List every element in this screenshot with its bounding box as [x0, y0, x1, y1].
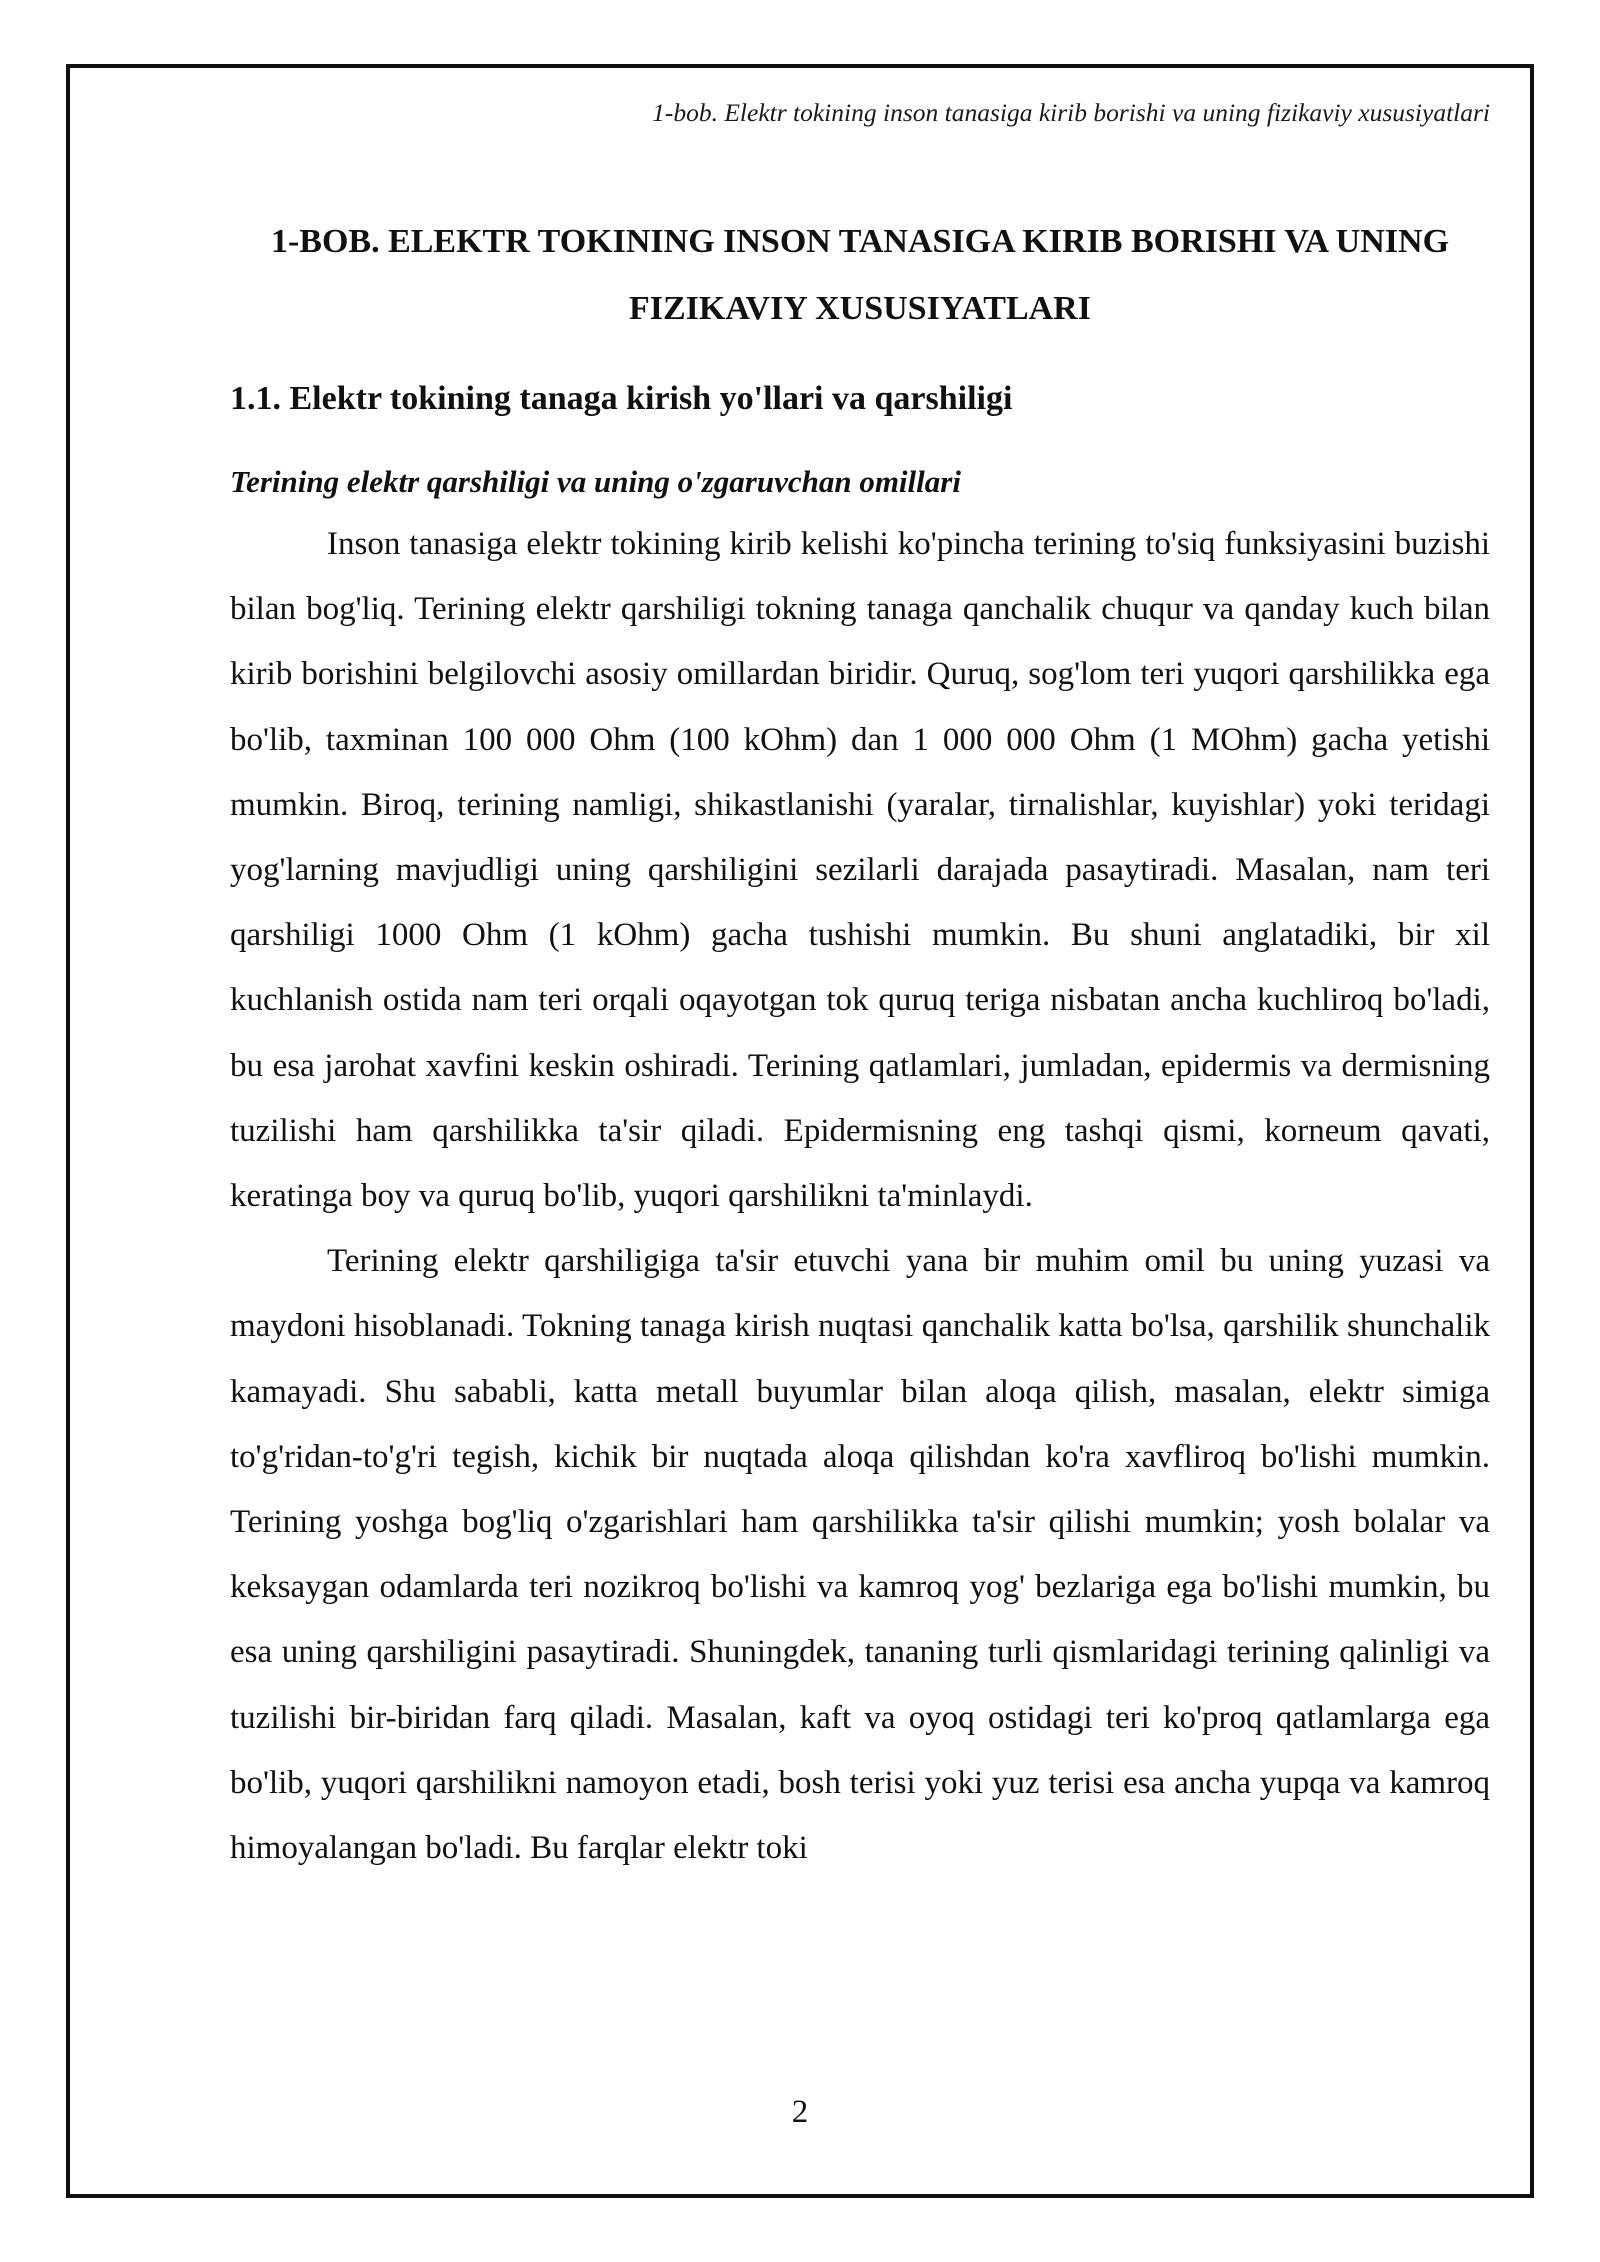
subsection-title: Terining elektr qarshiligi va uning o'zgaruvchan omillari	[230, 464, 961, 499]
section-title: 1.1. Elektr tokining tanaga kirish yo'llari va qarshiligi	[230, 380, 1013, 417]
page-content	[230, 208, 1490, 1881]
running-header: 1-bob. Elektr tokining inson tanasiga kirib borishi va uning fizikaviy xususiyatlari	[652, 98, 1490, 127]
body-paragraph-2: Terining elektr qarshiligiga ta'sir etuvchi yana bir muhim omil bu uning yuzasi va maydoni hisoblanadi. Tokning tanaga kirish nuqtasi qanchalik katta bo'lsa, qarshilik shunchalik kamayadi. Shu sababli, katta metall buyumlar bilan aloqa qilish, masalan, elektr simiga to'g'ridan-to'g'ri tegish, kichik bir nuqtada aloqa qilishdan ko'ra xavfliroq bo'lishi mumkin. Terining yoshga bog'liq o'zgarishlari ham qarshilikka ta'sir qilishi mumkin; yosh bolalar va keksaygan odamlarda teri nozikroq bo'lishi va kamroq yog' bezlariga ega bo'lishi mumkin, bu esa uning qarshiligini pasaytiradi. Shuningdek, tananing turli qismlaridagi terining qalinligi va tuzilishi bir-biridan farq qiladi. Masalan, kaft va oyoq ostidagi teri ko'proq qatlamlarga ega bo'lib, yuqori qarshilikni namoyon etadi, bosh terisi yoki yuz terisi esa ancha yupqa va kamroq himoyalangan bo'ladi. Bu farqlar elektr toki	[230, 1243, 1490, 1867]
body-paragraph-1: Inson tanasiga elektr tokining kirib kelishi ko'pincha terining to'siq funksiyasini buzishi bilan bog'liq. Terining elektr qarshiligi tokning tanaga qanchalik chuqur va qanday kuch bilan kirib borishini belgilovchi asosiy omillardan biridir. Quruq, sog'lom teri yuqori qarshilikka ega bo'lib, taxminan 100 000 Ohm (100 kOhm) dan 1 000 000 Ohm (1 MOhm) gacha yetishi mumkin. Biroq, terining namligi, shikastlanishi (yaralar, tirnalishlar, kuyishlar) yoki teridagi yog'larning mavjudligi uning qarshiligini sezilarli darajada pasaytiradi. Masalan, nam teri qarshiligi 1000 Ohm (1 kOhm) gacha tushishi mumkin. Bu shuni anglatadiki, bir xil kuchlanish ostida nam teri orqali oqayotgan tok quruq teriga nisbatan ancha kuchliroq bo'ladi, bu esa jarohat xavfini keskin oshiradi. Terining qatlamlari, jumladan, epidermis va dermisning tuzilishi ham qarshilikka ta'sir qiladi. Epidermisning eng tashqi qismi, korneum qavati, keratinga boy va quruq bo'lib, yuqori qarshilikni ta'minlaydi.	[230, 526, 1490, 1215]
chapter-title: 1-BOB. ELEKTR TOKINING INSON TANASIGA KIRIB BORISHI VA UNING FIZIKAVIY XUSUSIYATLARI	[270, 223, 1450, 327]
page-number: 2	[791, 2094, 809, 2130]
